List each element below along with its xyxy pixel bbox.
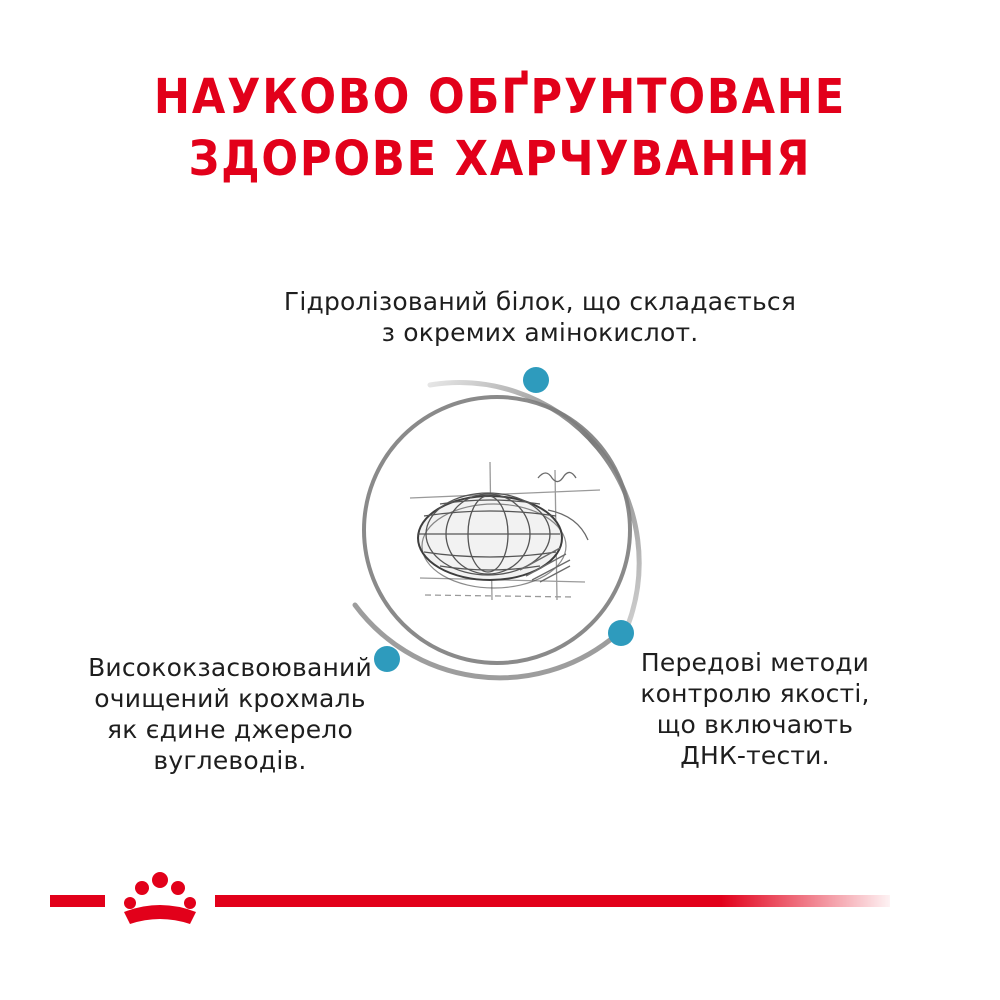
accent-dot-left — [374, 646, 400, 672]
caption-line: з окремих амінокислот. — [381, 318, 699, 347]
title-line-2: ЗДОРОВЕ ХАРЧУВАННЯ — [188, 131, 812, 187]
caption-line: Передові методи — [640, 648, 870, 677]
footer-line-left — [50, 895, 105, 907]
caption-line: що включають — [656, 710, 854, 739]
royal-crown-logo-icon — [124, 872, 196, 924]
benefit-caption-quality — [625, 647, 885, 771]
benefits-diagram — [330, 360, 660, 700]
caption-line: як єдине джерело — [107, 715, 353, 744]
caption-line: Гідролізований білок, що складається — [283, 287, 797, 316]
accent-dot-right — [608, 620, 634, 646]
footer-brand-strip — [0, 860, 1000, 930]
caption-line: контролю якості, — [640, 679, 870, 708]
footer-line-right — [215, 895, 890, 907]
caption-line: Висококзасвоюваний — [88, 653, 372, 682]
kibble-sketch-icon — [410, 462, 600, 600]
caption-line: ДНК-тести. — [680, 741, 830, 770]
benefit-caption-protein — [250, 286, 830, 348]
caption-line: очищений крохмаль — [94, 684, 366, 713]
caption-line: вуглеводів. — [153, 746, 307, 775]
title-line-1: НАУКОВО ОБҐРУНТОВАНЕ — [153, 69, 847, 125]
accent-dot-top — [523, 367, 549, 393]
page-title — [50, 66, 950, 190]
